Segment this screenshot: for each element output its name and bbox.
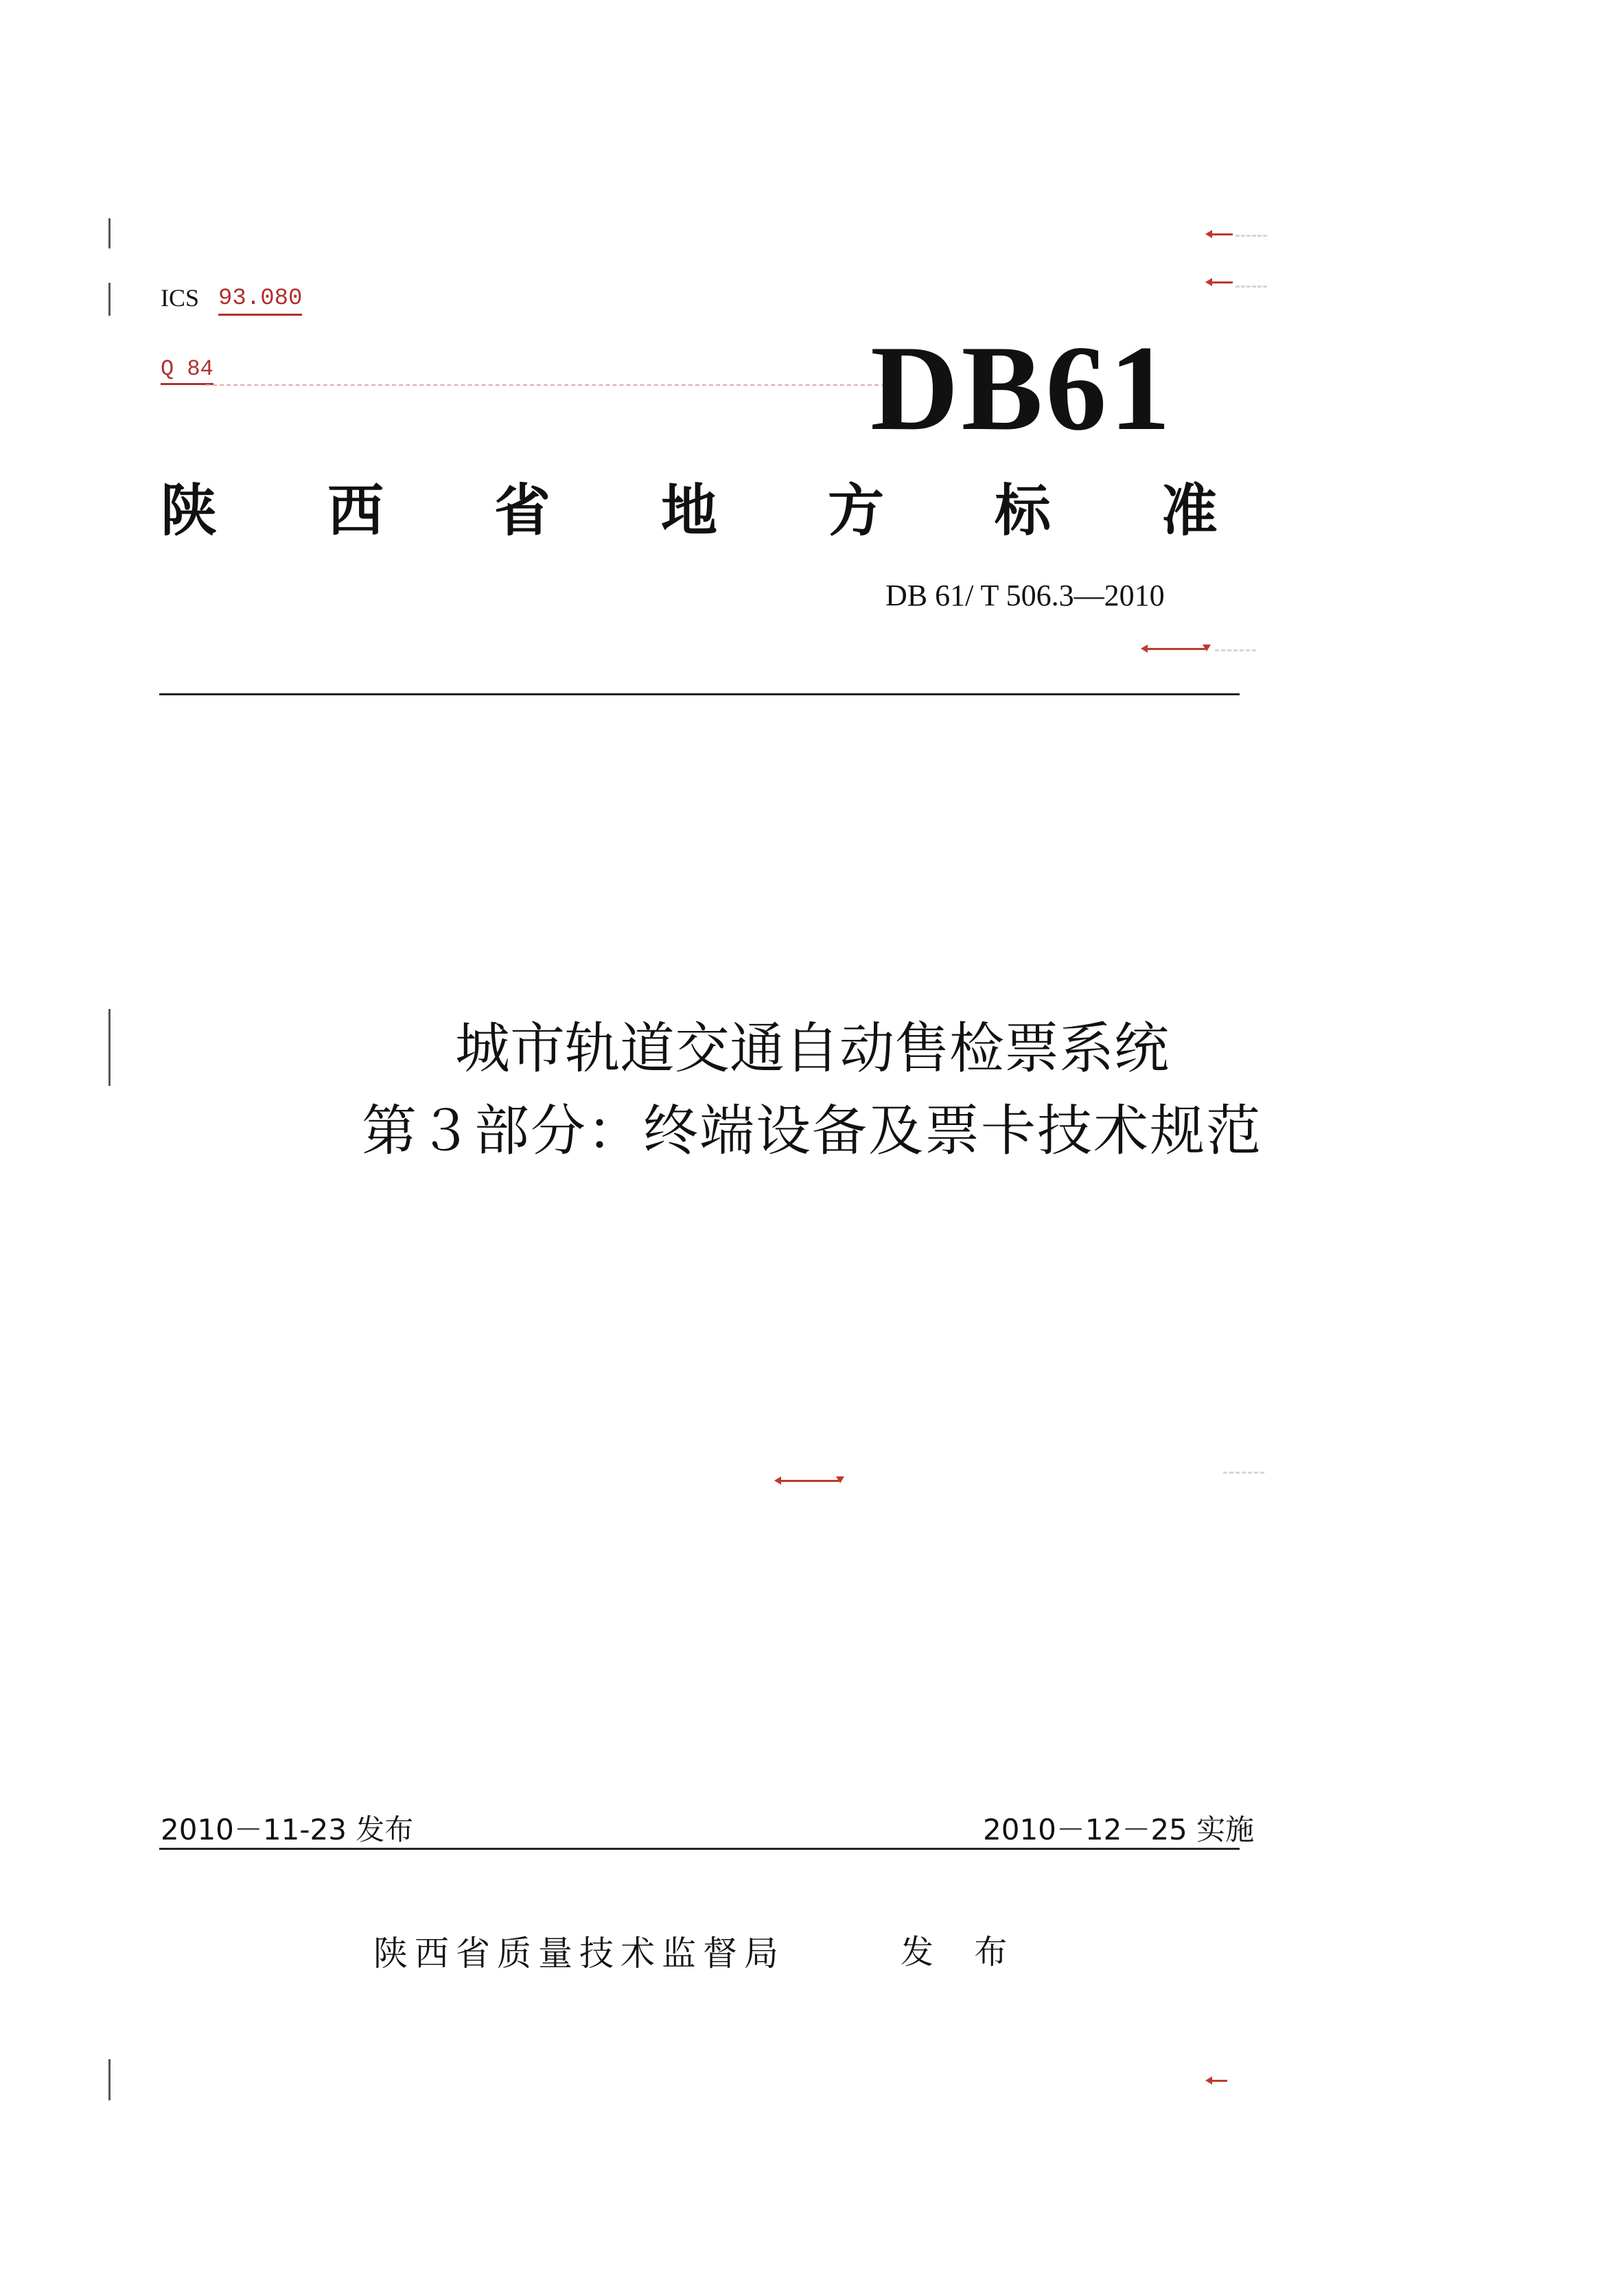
revision-mark <box>1209 281 1233 283</box>
revision-dash <box>1223 1472 1264 1474</box>
standard-type-char: 西 <box>327 478 384 544</box>
standard-type-char: 标 <box>994 478 1051 544</box>
classification-code: Q 84 <box>161 356 213 385</box>
revision-dash <box>1236 235 1267 237</box>
standard-type-char: 陕 <box>161 478 218 544</box>
revision-mark <box>778 1480 839 1482</box>
standard-type-char: 方 <box>827 478 884 544</box>
header-divider <box>159 693 1240 695</box>
issue-date: 2010－11-23 发布 <box>161 1813 414 1846</box>
ics-code: 93.080 <box>218 283 302 316</box>
revision-mark <box>1209 2080 1227 2082</box>
standard-number: DB 61/ T 506.3—2010 <box>885 579 1165 612</box>
margin-tick <box>108 283 111 316</box>
publisher-name: 陕西省质量技术监督局 <box>373 1934 785 1973</box>
revision-mark <box>1209 233 1233 235</box>
margin-tick <box>108 2059 111 2100</box>
revision-dash <box>1236 286 1267 288</box>
margin-tick <box>108 218 111 248</box>
implementation-date: 2010－12－25 实施 <box>983 1813 1255 1846</box>
revision-dash <box>1215 649 1256 651</box>
ics-label: ICS <box>161 284 200 312</box>
standard-type-char: 省 <box>494 478 550 544</box>
document-title-line1: 城市轨道交通自动售检票系统 <box>455 1017 1169 1080</box>
class-code-leader-line <box>206 384 892 386</box>
standard-logo: DB61 <box>870 320 1174 456</box>
document-title-line2: 第３部分：终端设备及票卡技术规范 <box>362 1099 1262 1163</box>
publish-label: 发 布 <box>901 1933 1023 1971</box>
revision-mark <box>1145 648 1205 650</box>
standard-type-char: 地 <box>660 478 717 544</box>
standard-type-char: 准 <box>1161 478 1218 544</box>
standard-type <box>161 474 1218 549</box>
footer-divider <box>159 1848 1240 1850</box>
